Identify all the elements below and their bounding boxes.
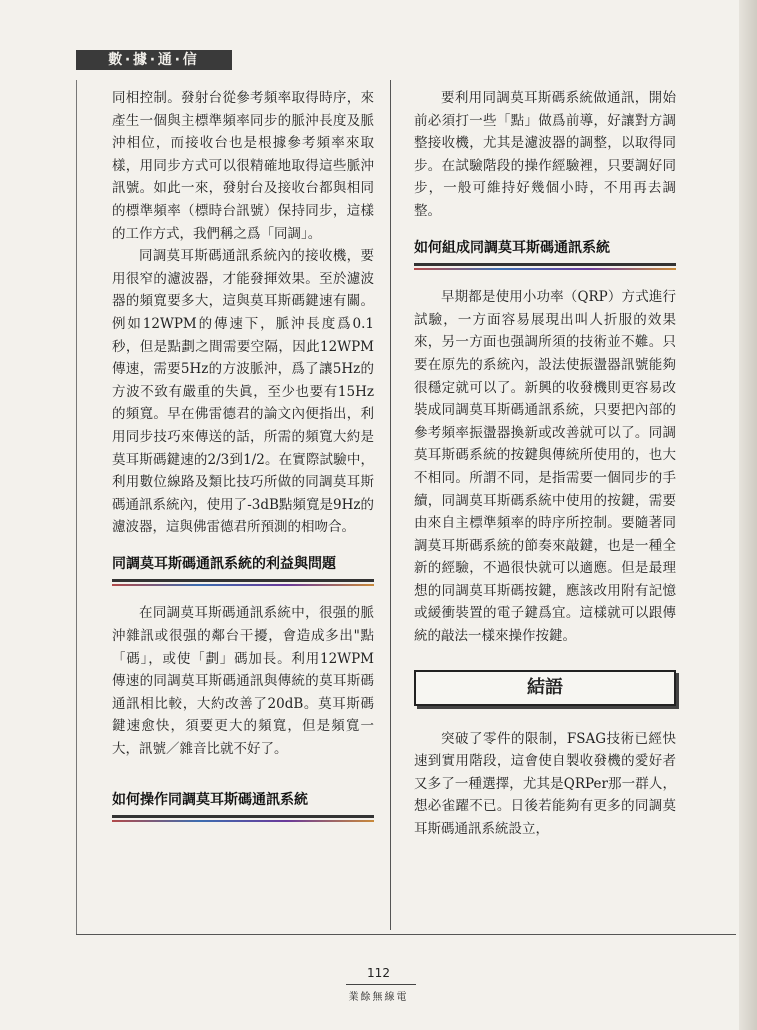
right-column — [414, 87, 676, 841]
page-number: 112 — [367, 966, 390, 980]
left-paragraph-3: 在同調莫耳斯碼通訊系統中，很强的脈沖雜訊或很强的鄰台干擾，會造成多出"點「碼」，或使「劃」碼加長。利用12WPM傳速的同調莫耳斯碼通訊與傳統的莫耳斯碼通訊相比較，大約改善了20dB。莫耳斯碼鍵速愈快，須要更大的頻寬，但是頻寬一大，訊號／雜音比就不好了。 — [112, 605, 374, 758]
left-paragraph-2: 同調莫耳斯碼通訊系統內的接收機，要用很窄的濾波器，才能發揮效果。至於濾波器的頻寬要多大，這與莫耳斯碼鍵速有關。例如12WPM的傳速下，脈沖長度爲0.1秒，但是點劃之間需要空隔，因此12WPM傳速，需要5Hz的方波脈沖，爲了讓5Hz的方波不致有嚴重的失眞，至少也要有15Hz的頻寬。早在佛雷德君的論文內便指出，利用同步技巧來傳送的話，所需的頻寬大約是莫耳斯碼鍵速的2/3到1/2。在實際試驗中，利用數位線路及類比技巧所做的同調莫耳斯碼通訊系統內，使用了-3dB點頻寬是9Hz的濾波器，這與佛雷德君所預測的相吻合。 — [112, 248, 374, 536]
conclusion-heading: 結語 — [414, 670, 676, 706]
left-column — [112, 87, 374, 838]
right-paragraph-3: 突破了零件的限制，FSAG技術已經快速到實用階段，這會使自製收發機的愛好者又多了一種選擇，尤其是QRPer那一群人，想必雀躍不已。日後若能夠有更多的同調莫耳斯碼通訊系統設立， — [414, 730, 676, 838]
magazine-name: 業餘無線電 — [348, 992, 409, 1003]
footer-rule — [346, 984, 416, 985]
section-tag: 數‧據‧通‧信 — [76, 50, 232, 70]
column-divider — [390, 80, 391, 930]
section-heading-setup: 如何組成同調莫耳斯碼通訊系統 — [414, 237, 676, 267]
bottom-rule — [76, 934, 736, 935]
right-paragraph-1: 要利用同調莫耳斯碼系統做通訊，開始前必須打一些「點」做爲前導，好讓對方調整接收機，尤其是濾波器的調整，以取得同步。在試驗階段的操作經驗裡，只要調好同步，一般可維持好幾個小時，不用再去調整。 — [414, 90, 676, 219]
section-heading-operation: 如何操作同調莫耳斯碼通訊系統 — [112, 789, 374, 819]
left-paragraph-1: 同相控制。發射台從參考頻率取得時序，來產生一個與主標準頻率同步的脈沖長度及脈沖相位，而接收台也是根據參考頻率來取樣，用同步方式可以很精確地取得這些脈沖訊號。如此一來，發射台及接收台都與相同的標準頻率（標時台訊號）保持同步，這樣的工作方式，我們稱之爲「同調」。 — [112, 90, 374, 242]
page-edge — [739, 0, 757, 1030]
right-paragraph-2: 早期都是使用小功率（QRP）方式進行試驗，一方面容易展現出叫人折服的效果來，另一方面也强調所須的技術並不難。只要在原先的系統內，設法使振盪器訊號能夠很穩定就可以了。新興的收發機則更容易改裝成同調莫耳斯碼通訊系統，只要把內部的參考頻率振盪器換新或改善就可以了。同調莫耳斯碼系統的按鍵與傳統所使用的，也大不相同。所謂不同，是指需要一個同步的手續，同調莫耳斯碼系統中使用的按鍵，需要由來自主標準頻率的時序所控制。要隨著同調莫耳斯碼系統的節奏來敲鍵，也是一種全新的經驗，不過很快就可以適應。但是最理想的同調莫耳斯碼按鍵，應該改用附有記憶或緩衝裝置的電子鍵爲宜。這樣就可以跟傳統的敲法一樣來操作按鍵。 — [414, 289, 676, 645]
section-heading-benefits: 同調莫耳斯碼通訊系統的利益與問題 — [112, 553, 374, 583]
left-border-rule — [76, 80, 77, 935]
